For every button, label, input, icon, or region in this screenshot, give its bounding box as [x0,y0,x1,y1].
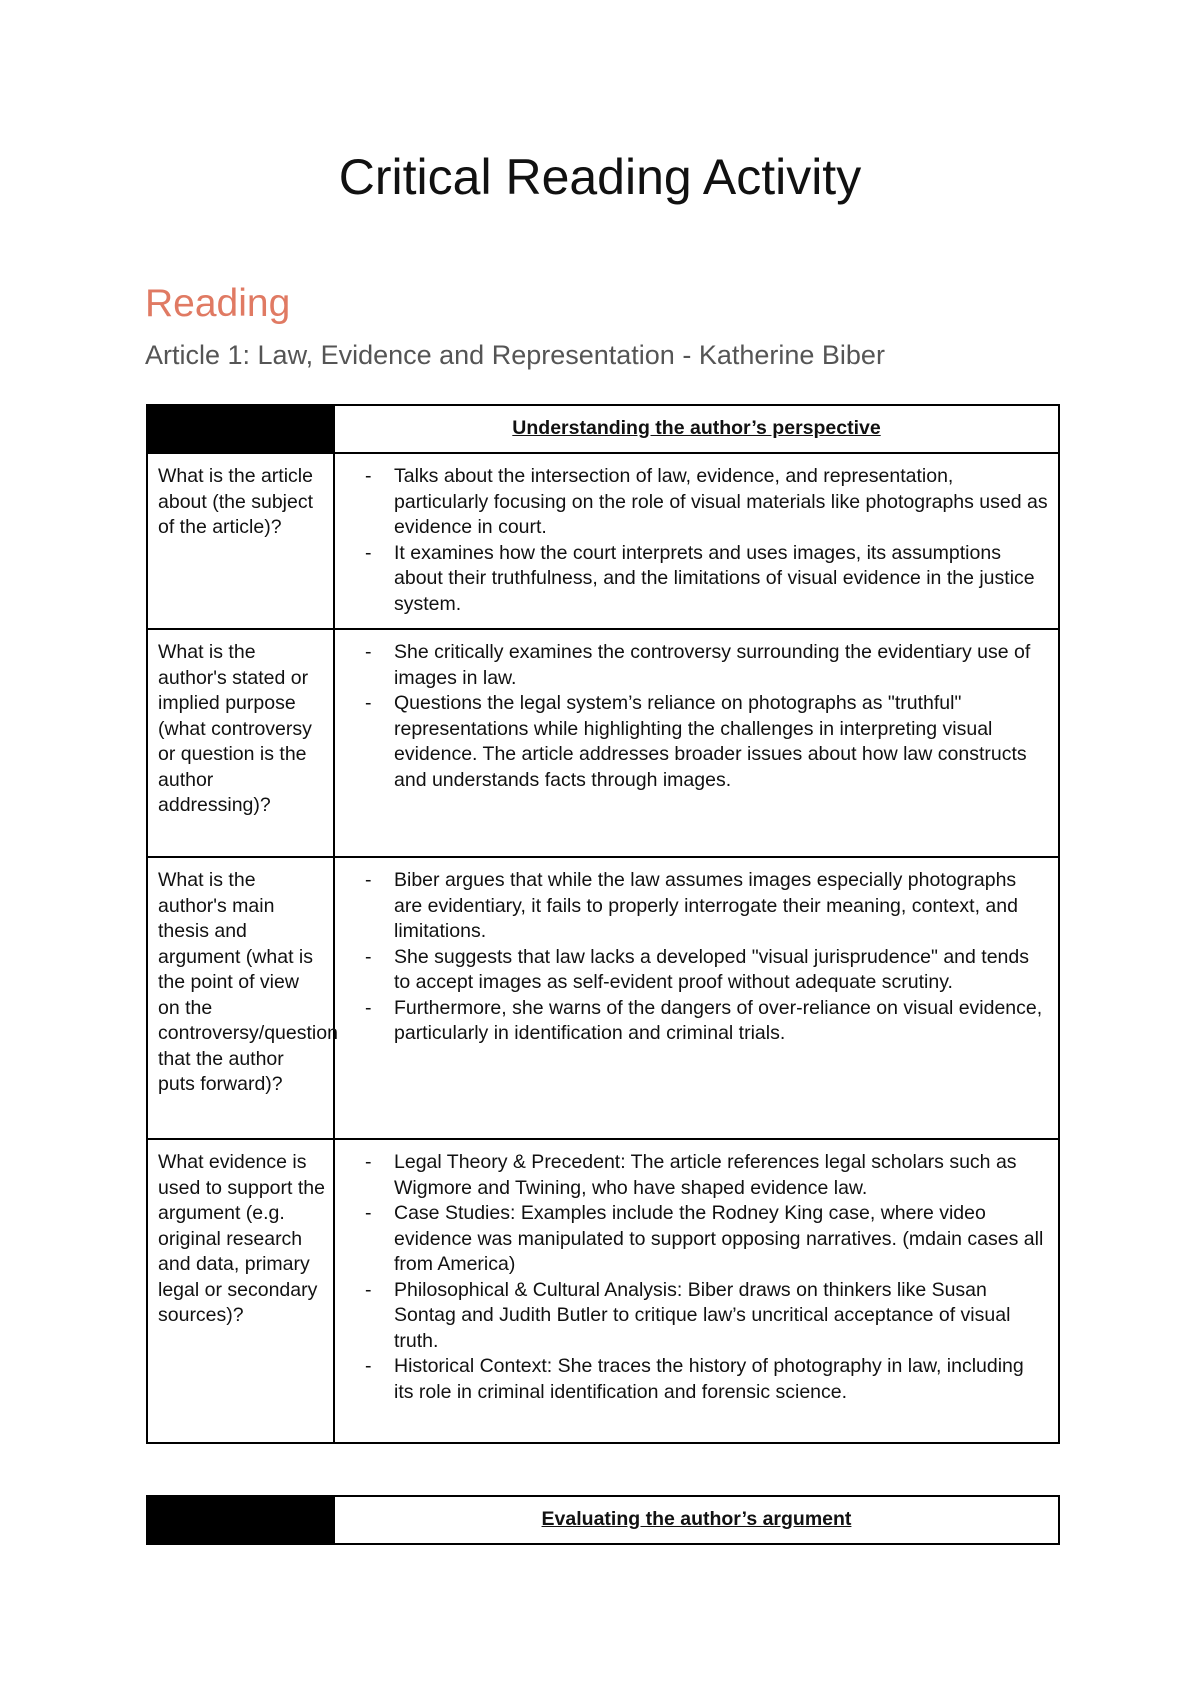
answer-cell [334,629,1059,857]
header-blank-cell [147,405,334,453]
answer-item: - She suggests that law lacks a developed "visual jurisprudence" and tends to accept images as self-evident proof without adequate scrutiny. [347,945,1048,996]
question-cell: What is the author's stated or implied purpose (what controversy or question is the author addressing)? [147,629,334,857]
answer-item: - Philosophical & Cultural Analysis: Biber draws on thinkers like Susan Sontag and Judith Butler to critique law’s uncritical acceptance of visual truth. [347,1278,1048,1355]
table-row [147,453,1059,629]
perspective-table [146,404,1060,1444]
answer-list [347,1150,1048,1405]
answer-item: - Furthermore, she warns of the dangers of over-reliance on visual evidence, particularly in identification and criminal trials. [347,996,1048,1047]
article-heading: Article 1: Law, Evidence and Representation - Katherine Biber [145,340,885,370]
answer-list [347,868,1048,1047]
evaluating-header: Evaluating the author’s argument [334,1496,1059,1544]
question-cell: What is the author's main thesis and argument (what is the point of view on the controversy/question that the author puts forward)? [147,857,334,1139]
answer-list [347,464,1048,617]
table-row [147,1139,1059,1443]
question-cell: What evidence is used to support the argument (e.g. original research and data, primary legal or secondary sources)? [147,1139,334,1443]
header-blank-cell [147,1496,334,1544]
section-heading: Reading [145,282,291,325]
perspective-header: Understanding the author’s perspective [334,405,1059,453]
table-header-row [147,1496,1059,1544]
answer-item: - Case Studies: Examples include the Rodney King case, where video evidence was manipulated to support opposing narratives. (mdain cases all from America) [347,1201,1048,1278]
table-row [147,629,1059,857]
page-title: Critical Reading Activity [338,149,862,205]
evaluating-table [146,1495,1060,1545]
answer-cell [334,1139,1059,1443]
answer-cell [334,857,1059,1139]
answer-item: - It examines how the court interprets and uses images, its assumptions about their truthfulness, and the limitations of visual evidence in the justice system. [347,541,1048,618]
answer-list [347,640,1048,793]
table-row [147,857,1059,1139]
answer-item: - Talks about the intersection of law, evidence, and representation, particularly focusing on the role of visual materials like photographs used as evidence in court. [347,464,1048,541]
answer-cell [334,453,1059,629]
question-cell: What is the article about (the subject of the article)? [147,453,334,629]
answer-item: - She critically examines the controversy surrounding the evidentiary use of images in law. [347,640,1048,691]
answer-item: - Legal Theory & Precedent: The article references legal scholars such as Wigmore and Twining, who have shaped evidence law. [347,1150,1048,1201]
answer-item: - Questions the legal system’s reliance on photographs as "truthful" representations while highlighting the challenges in interpreting visual evidence. The article addresses broader issues about how law constructs and understands facts through images. [347,691,1048,793]
answer-item: - Biber argues that while the law assumes images especially photographs are evidentiary, it fails to properly interrogate their meaning, context, and limitations. [347,868,1048,945]
answer-item: - Historical Context: She traces the history of photography in law, including its role in criminal identification and forensic science. [347,1354,1048,1405]
table-header-row [147,405,1059,453]
